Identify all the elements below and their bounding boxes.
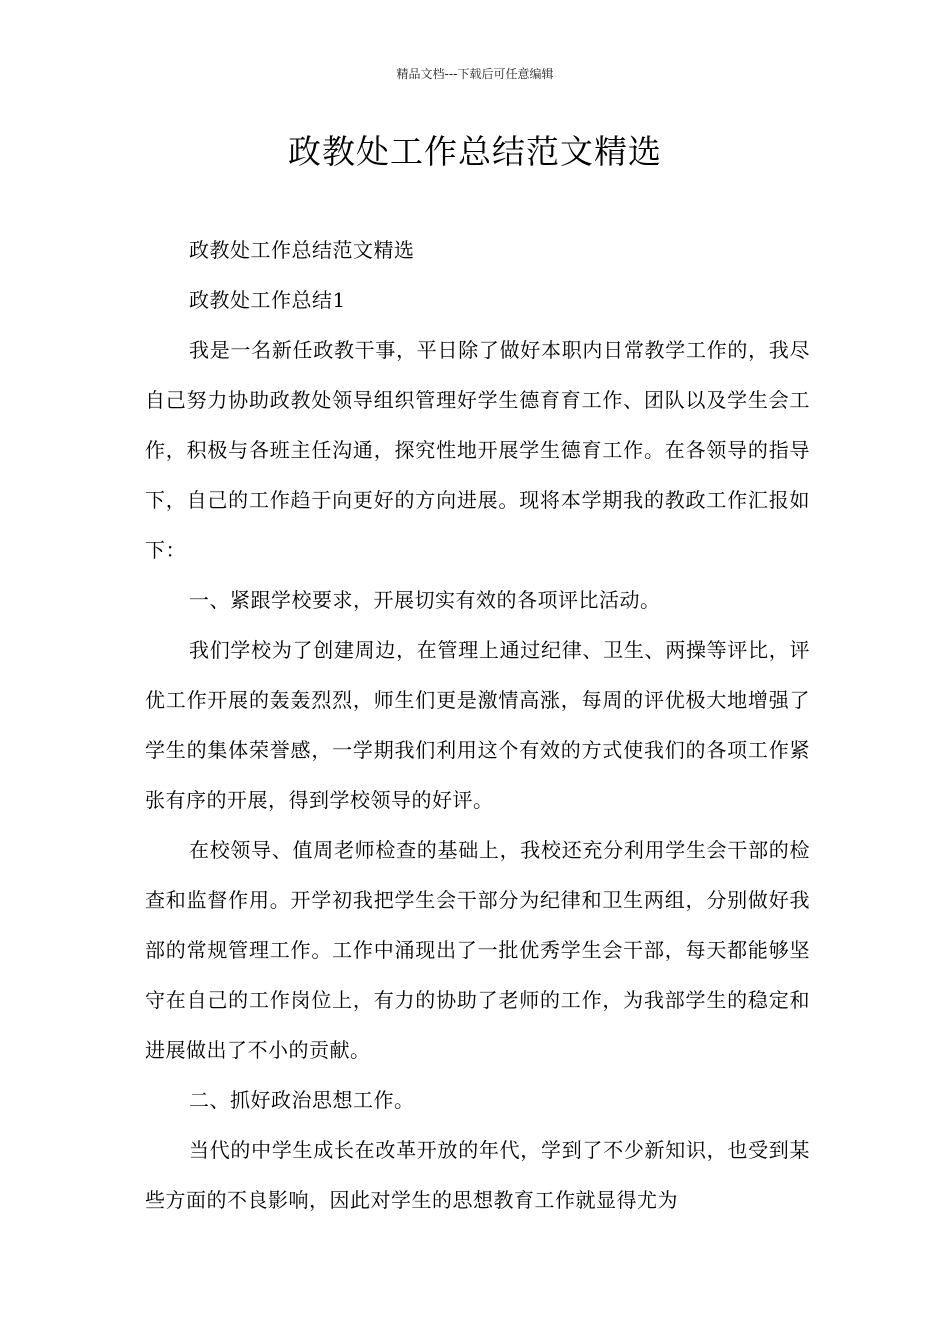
section-heading: 政教处工作总结1 — [189, 288, 346, 312]
document-body — [145, 225, 810, 1225]
section-heading: 二、抓好政治思想工作。 — [189, 1088, 415, 1112]
body-paragraph: 当代的中学生成长在改革开放的年代，学到了不少新知识，也受到某些方面的不良影响，因此对学生的思想教育工作就显得尤为 — [145, 1138, 810, 1212]
section-heading: 一、紧跟学校要求，开展切实有效的各项评比活动。 — [189, 588, 661, 612]
document-title: 政教处工作总结范文精选 — [288, 132, 662, 171]
body-paragraph: 我们学校为了创建周边，在管理上通过纪律、卫生、两操等评比，评优工作开展的轰轰烈烈，师生们更是激情高涨，每周的评优极大地增强了学生的集体荣誉感，一学期我们利用这个有效的方式使我们的各项工作紧张有序的开展，得到学校领导的好评。 — [145, 638, 810, 812]
body-paragraph: 我是一名新任政教干事，平日除了做好本职内日常教学工作的，我尽自己努力协助政教处领导组织管理好学生德育育工作、团队以及学生会工作，积极与各班主任沟通，探究性地开展学生德育工作。在各领导的指导下，自己的工作趋于向更好的方向进展。现将本学期我的教政工作汇报如下： — [145, 338, 810, 562]
body-paragraph: 在校领导、值周老师检查的基础上，我校还充分利用学生会干部的检查和监督作用。开学初我把学生会干部分为纪律和卫生两组，分别做好我部的常规管理工作。工作中涌现出了一批优秀学生会干部，每天都能够坚守在自己的工作岗位上，有力的协助了老师的工作，为我部学生的稳定和进展做出了不小的贡献。 — [145, 838, 810, 1062]
page-header: 精品文档---下载后可任意编辑 — [396, 67, 554, 81]
subtitle-paragraph: 政教处工作总结范文精选 — [189, 238, 415, 262]
